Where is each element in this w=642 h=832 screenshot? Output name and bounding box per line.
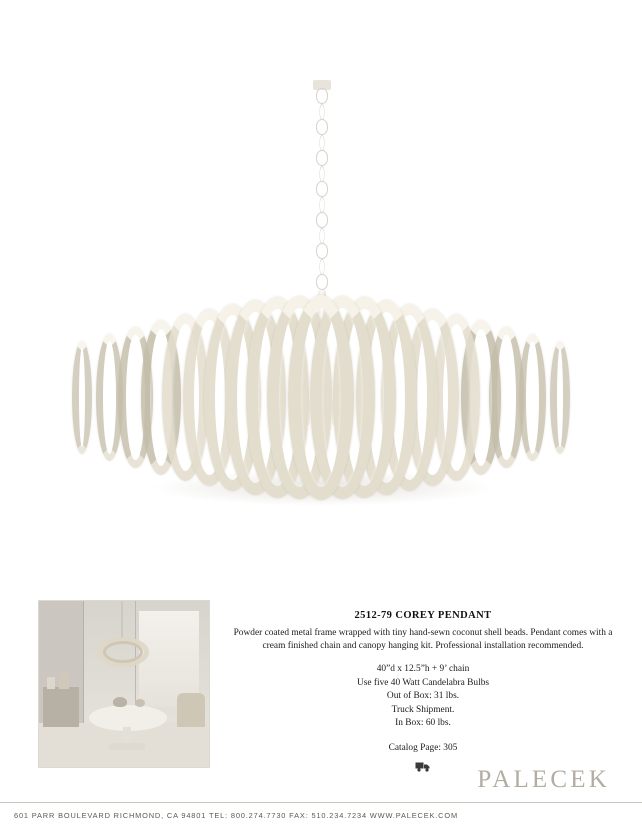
room-vase <box>59 671 69 689</box>
chain-link <box>319 228 324 244</box>
product-description: Powder coated metal frame wrapped with tiny hand-sewn coconut shell beads. Pendant comes with a cream finished chain and canopy hanging kit. Professional installation recommended. <box>233 628 613 651</box>
chain-link <box>319 197 324 213</box>
product-spec-dimensions: 40”d x 12.5”h + 9’ chain <box>376 663 470 674</box>
chain-link <box>319 259 324 275</box>
chain-link <box>316 212 328 228</box>
chain-link <box>319 166 324 182</box>
brand-logo: PALECEK <box>477 766 610 793</box>
catalog-page-reference: Catalog Page: 305 <box>388 743 458 754</box>
chain-link <box>316 181 328 197</box>
room-pendant-shade-inner <box>103 641 143 663</box>
bead-rib <box>288 295 354 500</box>
bead-rib <box>72 341 92 454</box>
room-setting-thumbnail <box>38 600 210 768</box>
chain-link <box>316 150 328 166</box>
product-details <box>228 610 618 777</box>
room-chair <box>177 693 205 727</box>
chain-link <box>316 243 328 259</box>
product-spec-bulbs: Use five 40 Watt Candelabra Bulbs <box>356 677 490 688</box>
product-title: 2512-79 COREY PENDANT <box>354 610 492 621</box>
product-spec-shipment: Truck Shipment. <box>391 704 455 715</box>
room-decor-object <box>135 699 145 707</box>
product-spec-in-box-weight: In Box: 60 lbs. <box>395 718 451 729</box>
room-sideboard <box>43 687 79 727</box>
page-footer <box>0 802 642 832</box>
chain-link <box>316 119 328 135</box>
chain-link <box>316 88 328 104</box>
hanging-chain <box>316 88 328 293</box>
room-table-foot <box>109 743 145 750</box>
bead-rib <box>550 341 570 454</box>
beaded-shade <box>72 295 570 500</box>
chain-link <box>319 135 324 151</box>
product-info-section <box>0 570 642 802</box>
chain-link <box>316 274 328 290</box>
chain-link <box>319 104 324 120</box>
product-spec-out-of-box-weight: Out of Box: 31 lbs. <box>386 691 460 702</box>
room-pendant-chain <box>121 601 123 639</box>
room-decor-bowl <box>113 697 127 707</box>
room-vase <box>47 677 55 689</box>
footer-contact-text: 601 PARR BOULEVARD RICHMOND, CA 94801 TEL: 800.274.7730 FAX: 510.234.7234 WWW.PALECEK.COM <box>14 811 458 820</box>
